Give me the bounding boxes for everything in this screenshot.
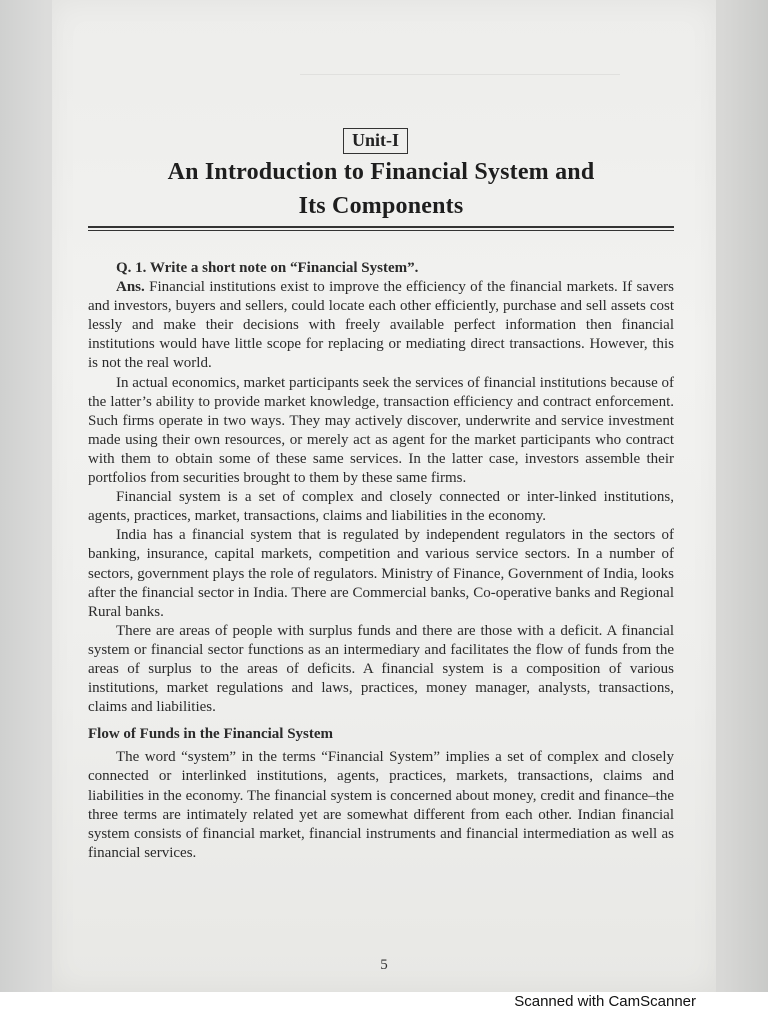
title-rule-thick	[88, 226, 674, 228]
section-heading: Flow of Funds in the Financial System	[88, 726, 334, 743]
paragraph-4: India has a financial system that is regulated by independent regulators in the sectors of banking, insurance, capital markets, competition and various service sectors. In a number of sectors, government plays the role of regulators. Ministry of Finance, Government of India, looks after the financial sector in India. There are Commercial banks, Co-operative banks and Regional Rural banks.	[88, 527, 674, 620]
scanner-watermark: Scanned with CamScanner	[514, 993, 696, 1010]
page-body	[88, 259, 674, 863]
page-number: 5	[380, 957, 388, 973]
section-paragraph: The word “system” in the terms “Financial System” implies a set of complex and closely connected or interlinked institutions, agents, practices, markets, transactions, claims and liabilities in the economy. The financial system is concerned about money, credit and finance–the three terms are intimately related yet are somewhat different from each other. Indian financial system consists of financial market, financial instruments and financial intermediation as well as financial services.	[88, 749, 674, 861]
paragraph-2: In actual economics, market participants seek the services of financial institutions because of the latter’s ability to provide market knowledge, transaction efficiency and contract enforcement. Such firms operate in two ways. They may actively discover, underwrite and service investment made using their own resources, or merely act as agent for the market participants who contract with them to obtain some of these same services. In the latter case, investors assemble their portfolios from securities brought to them by these same firms.	[88, 374, 674, 487]
paragraph-text: Financial institutions exist to improve the efficiency of the financial markets. If savers and investors, buyers and sellers, could locate each other efficiently, purchase and sell assets cost lessly and make their decisions with freely available perfect information then financial institutions would have little scope for replacing or mediating direct transactions. However, this is not the real world.	[88, 279, 675, 372]
paragraph-5: There are areas of people with surplus funds and there are those with a deficit. A financial system or financial sector functions as an intermediary and facilitates the flow of funds from the areas of surplus to the areas of deficits. A financial system is a composition of various institutions, market regulations and laws, practices, money manager, analysts, transactions, claims and liabilities.	[88, 622, 674, 716]
title-rule-thin	[88, 230, 674, 231]
paragraph-3: Financial system is a set of complex and closely connected or inter-linked institutions, agents, practices, market, transactions, claims and liabilities in the economy.	[88, 489, 674, 525]
bleed-through-line	[300, 74, 620, 75]
chapter-title-line2: Its Components	[298, 193, 464, 219]
unit-label-box: Unit-I	[343, 128, 408, 154]
question-heading: Q. 1. Write a short note on “Financial System”.	[116, 260, 419, 276]
answer-paragraph-1	[88, 278, 674, 373]
answer-label: Ans.	[116, 279, 145, 296]
chapter-title-line1: An Introduction to Financial System and	[167, 159, 595, 185]
